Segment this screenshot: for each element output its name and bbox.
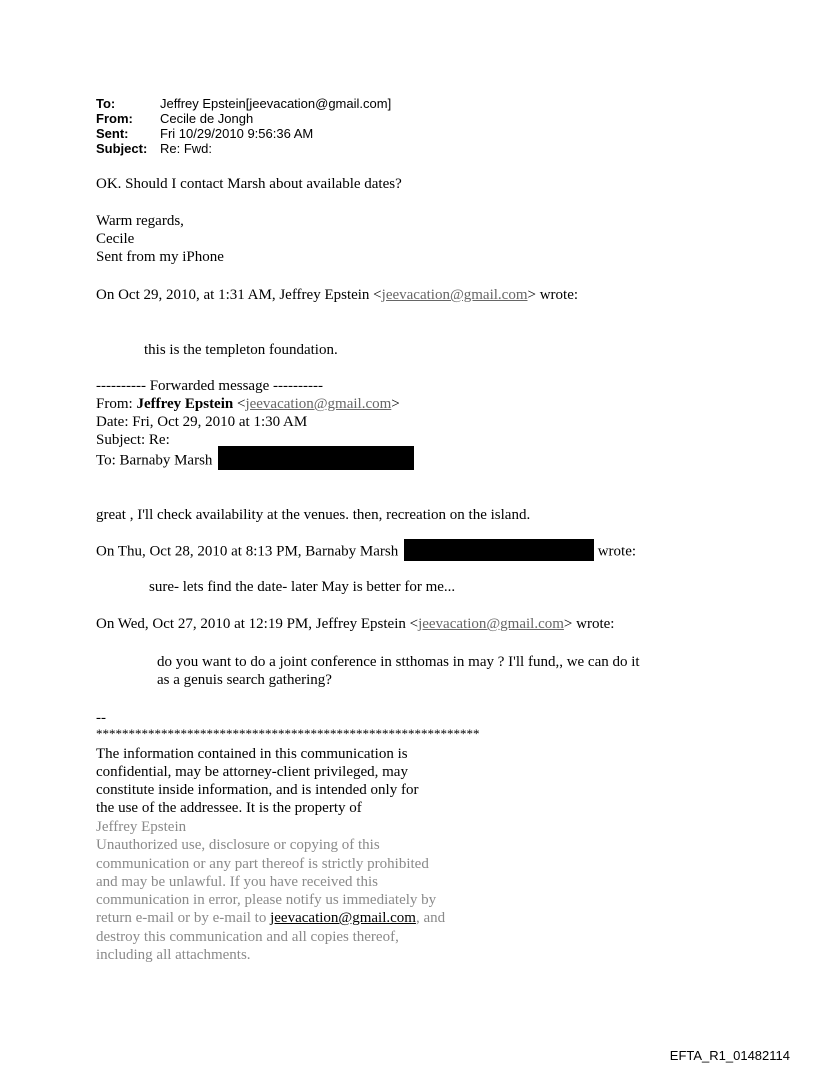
subject-row — [96, 141, 391, 156]
redaction-box — [218, 446, 414, 470]
quote-3-suffix: > wrote: — [563, 616, 615, 632]
email-link[interactable]: jeevacation@gmail.com — [245, 396, 392, 412]
signature-dashes: -- — [96, 710, 106, 726]
to-value: Jeffrey Epstein[jeevacation@gmail.com] — [160, 96, 392, 111]
forwarded-to — [96, 449, 414, 473]
quote-1-suffix: > wrote: — [527, 287, 579, 303]
document-id: EFTA_R1_01482114 — [669, 1048, 790, 1063]
email-link[interactable]: jeevacation@gmail.com — [418, 616, 564, 632]
disclaimer-gray-line: communication or any part thereof is strictly prohibited — [96, 856, 429, 872]
quote-line-3 — [96, 615, 614, 633]
signature-stars: *********************************************************** — [96, 726, 480, 741]
from-row — [96, 111, 391, 126]
disclaimer-return-line — [96, 909, 445, 927]
joint-conference-line-2: as a genuis search gathering? — [157, 672, 332, 688]
to-label: To: — [96, 96, 116, 111]
disclaimer-gray-line: and may be unlawful. If you have received this — [96, 874, 378, 890]
email-link[interactable]: jeevacation@gmail.com — [270, 910, 416, 926]
forwarded-from — [96, 395, 400, 413]
disclaimer-line: confidential, may be attorney-client privileged, may — [96, 764, 408, 780]
subject-label: Subject: — [96, 141, 148, 156]
fwd-from-lt: < — [233, 396, 246, 412]
from-value: Cecile de Jongh — [160, 111, 254, 126]
email-header — [96, 96, 391, 156]
disclaimer-line: constitute inside information, and is intended only for — [96, 782, 419, 798]
to-row — [96, 96, 391, 111]
return-prefix: return e-mail or by e-mail to — [96, 910, 271, 926]
quote-3-prefix: On Wed, Oct 27, 2010 at 12:19 PM, Jeffrey Epstein < — [96, 616, 419, 632]
fwd-from-name: Jeffrey Epstein — [136, 396, 234, 412]
disclaimer-line: the use of the addressee. It is the property of — [96, 800, 362, 816]
templeton-line: this is the templeton foundation. — [144, 342, 338, 358]
disclaimer-gray-line: communication in error, please notify us immediately by — [96, 892, 437, 908]
sent-label: Sent: — [96, 126, 129, 141]
signer-name: Cecile — [96, 231, 135, 247]
disclaimer-gray-line: Unauthorized use, disclosure or copying of this — [96, 837, 380, 853]
subject-value: Re: Fwd: — [160, 141, 213, 156]
redaction-box — [404, 539, 594, 561]
sent-value: Fri 10/29/2010 9:56:36 AM — [160, 126, 314, 141]
fwd-to-text: To: Barnaby Marsh — [96, 452, 213, 469]
disclaimer-line: The information contained in this communication is — [96, 746, 408, 762]
sure-line: sure- lets find the date- later May is better for me... — [149, 579, 456, 595]
disclaimer-gray-line: including all attachments. — [96, 947, 251, 963]
fwd-from-prefix: From: — [96, 396, 137, 412]
joint-conference-line-1: do you want to do a joint conference in stthomas in may ? I'll fund,, we can do it — [157, 654, 640, 670]
disclaimer-gray-line: destroy this communication and all copies thereof, — [96, 929, 399, 945]
disclaimer-gray-line: Jeffrey Epstein — [96, 819, 187, 835]
warm-regards: Warm regards, — [96, 213, 184, 229]
body-line-contact-marsh: OK. Should I contact Marsh about available dates? — [96, 176, 402, 192]
forwarded-header: ---------- Forwarded message ---------- — [96, 378, 323, 394]
great-line: great , I'll check availability at the venues. then, recreation on the island. — [96, 507, 531, 523]
quote-line-2 — [96, 541, 636, 563]
quote-1-prefix: On Oct 29, 2010, at 1:31 AM, Jeffrey Epstein < — [96, 287, 382, 303]
email-link[interactable]: jeevacation@gmail.com — [381, 287, 528, 303]
fwd-from-gt: > — [391, 396, 400, 412]
quote-2-prefix: On Thu, Oct 28, 2010 at 8:13 PM, Barnaby Marsh — [96, 543, 399, 560]
forwarded-date: Date: Fri, Oct 29, 2010 at 1:30 AM — [96, 414, 308, 430]
quote-2-suffix: wrote: — [597, 543, 637, 560]
return-suffix: , and — [415, 910, 446, 926]
sent-from-iphone: Sent from my iPhone — [96, 249, 224, 265]
sent-row — [96, 126, 391, 141]
from-label: From: — [96, 111, 133, 126]
forwarded-subject: Subject: Re: — [96, 432, 170, 448]
quote-line-1 — [96, 286, 578, 304]
